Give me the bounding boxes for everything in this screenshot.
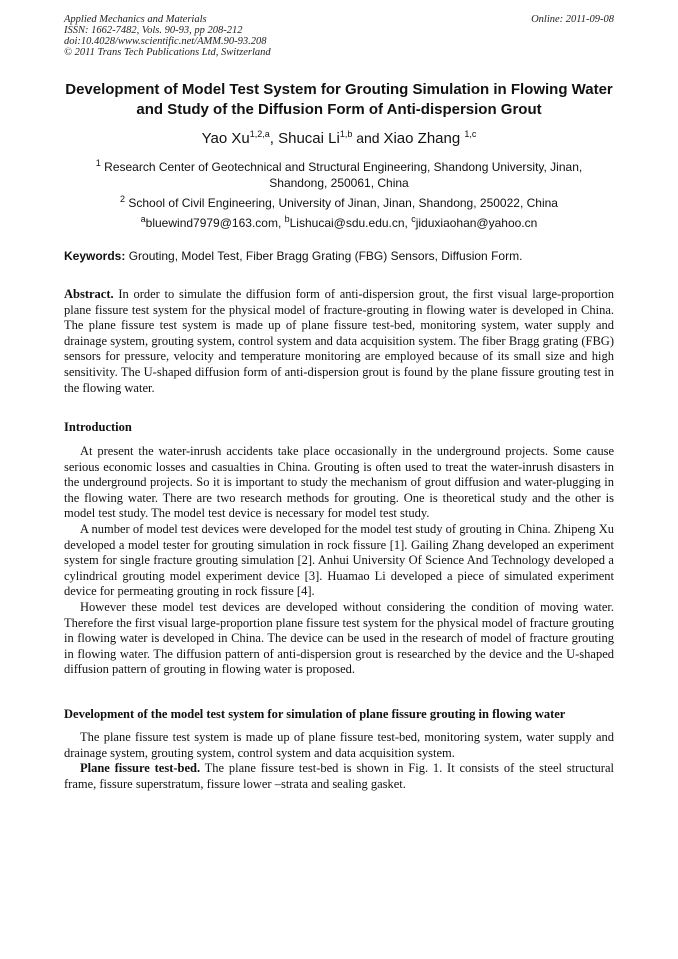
- intro-paragraph-1: At present the water-inrush accidents take place occasionally in the underground projects. Some cause serious economic losses and casualties in China. Grouting is often used to treat the water-inrush disasters in the underground projects. So it is important to study the mechanism of grout diffusion and water-plugging in the flowing water. There are two research methods for grouting. One is theoretical study and the other is model test study. The model test device is necessary for model test study.: [64, 444, 614, 521]
- author-sup: 1,2,a: [249, 129, 270, 139]
- section2-paragraph-2: The plane fissure test-bed is shown in Fig. 1. It consists of the steel structural frame, fissure superstratum, fissure lower –strata and sealing gasket.: [64, 761, 614, 791]
- email-sup: a: [140, 214, 146, 224]
- email-sup: b: [284, 214, 290, 224]
- affiliation-sup: 2: [120, 194, 126, 204]
- keywords: [64, 249, 522, 263]
- author-separator: ,: [269, 130, 279, 147]
- copyright-line: © 2011 Trans Tech Publications Ltd, Switzerland: [64, 47, 271, 58]
- abstract: [64, 287, 614, 396]
- paper-title: Development of Model Test System for Grouting Simulation in Flowing Water and Study of the Diffusion Form of Anti-dispersion Grout: [65, 81, 613, 118]
- author-name: Yao Xu: [201, 130, 250, 147]
- email: bluewind7979@163.com,: [145, 216, 285, 230]
- author-name: Shucai Li: [278, 130, 340, 147]
- affiliation-text: Research Center of Geotechnical and Structural Engineering, Shandong University, Jinan, Shandong, 250061, China: [100, 160, 583, 190]
- section2-body: [64, 730, 614, 792]
- affiliation-sup: 1: [95, 158, 101, 168]
- author-sup: 1,b: [339, 129, 353, 139]
- keywords-text: Grouting, Model Test, Fiber Bragg Grating (FBG) Sensors, Diffusion Form.: [125, 249, 523, 263]
- intro-body: [64, 444, 614, 678]
- testbed-label: Plane fissure test-bed.: [80, 761, 201, 776]
- email: jiduxiaohan@yahoo.cn: [415, 216, 538, 230]
- journal-header: [64, 14, 271, 58]
- doi-line: doi:10.4028/www.scientific.net/AMM.90-93.208: [64, 36, 267, 47]
- intro-paragraph-3: However these model test devices are developed without considering the condition of moving water. Therefore the first visual large-proportion plane fissure test system for the physical model of fracture grouting in flowing water is developed in China. The device can be used in the research of model of fracture grouting in flowing water. The diffusion pattern of anti-dispersion grout is researched by the device and the U-shaped diffusion pattern of grouting in flowing water is proposed.: [64, 599, 614, 677]
- affiliation-1: [70, 155, 608, 191]
- author-list: [0, 129, 678, 147]
- affiliation-2: [70, 191, 608, 211]
- section2-heading: Development of the model test system for simulation of plane fissure grouting in flowing water: [64, 707, 566, 721]
- author-separator: and: [352, 130, 384, 146]
- affiliation-text: School of Civil Engineering, University of Jinan, Jinan, Shandong, 250022, China: [125, 196, 558, 210]
- keywords-label: Keywords:: [64, 249, 126, 263]
- intro-heading: Introduction: [64, 420, 132, 434]
- author-name: Xiao Zhang: [383, 130, 465, 147]
- journal-name: Applied Mechanics and Materials: [64, 14, 207, 25]
- intro-paragraph-2: A number of model test devices were developed for the model test study of grouting in China. Zhipeng Xu developed a model tester for grouting simulation in rock fissure [1]. Gailing Zhang developed an experiment system for single fracture grouting simulation [2]. Anhui University Of Science And Technology developed a cylindrical grouting model experiment device [3]. Huamao Li developed a piece of simulated experiment device for permeating grouting in rock fissure [4].: [64, 521, 614, 599]
- issn-line: ISSN: 1662-7482, Vols. 90-93, pp 208-212: [64, 25, 243, 36]
- email-list: [0, 214, 678, 230]
- online-date: Online: 2011-09-08: [531, 14, 614, 25]
- abstract-label: Abstract.: [64, 287, 114, 301]
- email-sup: c: [411, 214, 416, 224]
- section2-paragraph-1: The plane fissure test system is made up of plane fissure test-bed, monitoring system, water supply and drainage system, grouting system, control system and data acquisition system.: [64, 730, 614, 760]
- author-sup: 1,c: [464, 129, 477, 139]
- abstract-text: In order to simulate the diffusion form of anti-dispersion grout, the first visual large-proportion plane fissure test system for the physical model of fracture-grouting in flowing water is developed in China. The plane fissure test system is made up of plane fissure test-bed, monitoring system, water supply and drainage system, grouting system, control system and data acquisition system. The fiber Bragg grating (FBG) sensors for pressure, velocity and temperature monitoring are employed because of its small size and high sensitivity. The U-shaped diffusion form of anti-dispersion grout is found by the plane fissure grouting test in the flowing water.: [64, 287, 614, 395]
- email: Lishucai@sdu.edu.cn,: [289, 216, 412, 230]
